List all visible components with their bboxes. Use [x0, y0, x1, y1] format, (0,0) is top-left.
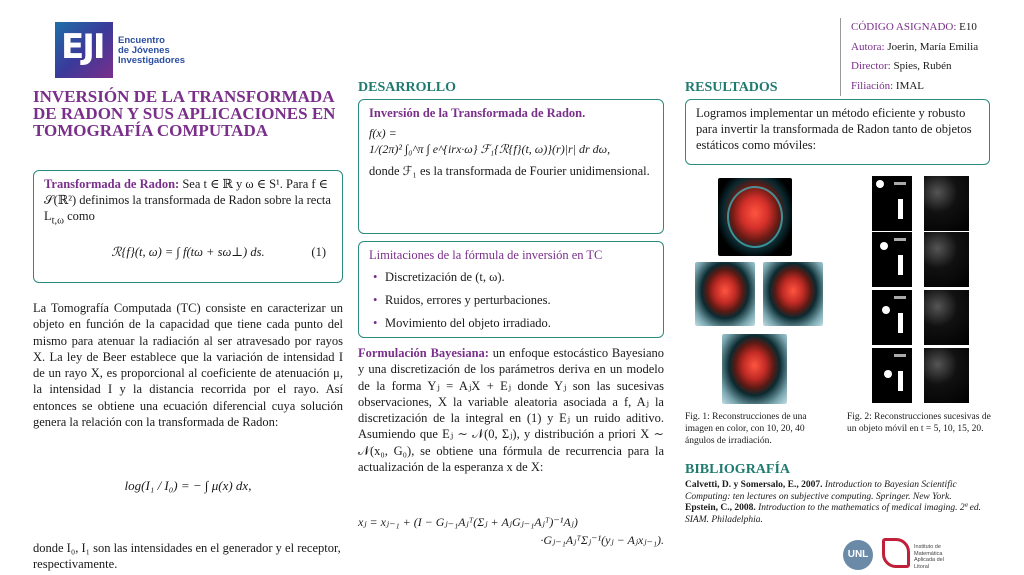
autora-line: Autora: Joerin, María Emilia — [851, 40, 979, 53]
filiacion-line: Filiación: IMAL — [851, 79, 925, 92]
references-list — [685, 480, 990, 526]
moving-object-image — [872, 232, 912, 287]
radon-equation: ℛ{f}(t, ω) = ∫ f(tω + sω⊥) ds. (1) — [111, 244, 326, 259]
moving-object-reconstruction — [924, 176, 969, 231]
inversion-heading: Inversión de la Transformada de Radon. — [369, 106, 586, 120]
eji-logo — [55, 20, 185, 80]
reference-item: Calvetti, D. y Somersalo, E., 2007. Introduction to Bayesian Scientific Computing: ten lectures on subjective computing. Springer. New York. — [685, 480, 957, 502]
figure-1-caption: Fig. 1: Reconstrucciones de una imagen en color, con 10, 20, 40 ángulos de irradiación. — [685, 412, 807, 446]
radon-definition-text: Transformada de Radon: Sea t ∈ ℝ y ω ∈ S¹. Para f ∈ 𝒮(ℝ²) definimos la transformada de Radon sobre la recta $L_{t,\omega}$ como — [44, 177, 331, 227]
list-item: • Movimiento del objeto irradiado. — [369, 315, 653, 331]
eji-logo-mark: EJI — [55, 22, 113, 78]
moving-object-reconstruction — [924, 232, 969, 287]
eji-logo-text: Encuentro de Jóvenes Investigadores — [118, 35, 186, 66]
inversion-note: donde ℱ₁ es la transformada de Fourier unidimensional. — [369, 164, 650, 178]
imal-logo: Instituto de Matemática Aplicada del Litoral — [882, 536, 952, 570]
poster-title: INVERSIÓN DE LA TRANSFORMADA DE RADON Y SUS APLICACIONES EN TOMOGRAFÍA COMPUTADA — [33, 87, 336, 140]
radon-definition-box — [33, 170, 343, 283]
inversion-formula: f(x) = 1/(2π)² ∫₀^π ∫ e^{irx·ω} ℱ₁{ℛ{f}(t, ω)}(r)|r| dr dω, — [369, 126, 611, 156]
moving-object-reconstruction — [924, 290, 969, 345]
moving-object-image — [872, 290, 912, 345]
list-item: • Ruidos, errores y perturbaciones. — [369, 292, 653, 308]
brain-reconstruction-image — [722, 334, 787, 404]
bayesian-recurrence-equation: xⱼ = xⱼ₋₁ + (I − Gⱼ₋₁Aⱼᵀ(Σⱼ + AⱼGⱼ₋₁Aⱼᵀ)⁻¹Aⱼ) ·Gⱼ₋₁AⱼᵀΣⱼ⁻¹(yⱼ − Aⱼxⱼ₋₁). — [358, 515, 664, 547]
tc-description-paragraph: La Tomografía Computada (TC) consiste en caracterizar un objeto en función de la capacidad que tiene cada punto del mismo para atenuar la radiación al ser atravesado por rayos X. La ley de Beer establece que la variación de intensidad I de un rayo X, es proporcional al coeficiente de atenuación μ, la intensidad I y la distancia recorrida por el rayo. Así entonces se obtiene una ecuación diferencial cuya solución genera la relación con la transformada de Radon: — [33, 301, 343, 430]
bayesian-paragraph: Formulación Bayesiana: un enfoque estocástico Bayesiano y una discretización de los parámetros deriva en un modelo de la forma Yⱼ = AⱼX + Eⱼ donde Yⱼ son las sucesivas observaciones, X la variable aleatoria asociada a f, Aⱼ la discretización de la integral en (1) y Eⱼ un ruido aditivo. Asumiendo que Eⱼ ∼ 𝒩(0, Σⱼ), y distribución a priori X ∼ 𝒩(x₀, G₀), se obtiene una fórmula de recurrencia para la actualización de la esperanza x de X: — [358, 346, 664, 475]
beer-law-equation: log(I₁ / I₀) = − ∫ μ(x) dx, — [124, 478, 252, 493]
limitaciones-list — [369, 269, 653, 331]
moving-object-image — [872, 348, 912, 403]
intensities-note: donde I₀, I₁ son las intensidades en el generador y el receptor, respectivamente. — [33, 541, 341, 571]
moving-object-reconstruction — [924, 348, 969, 403]
inversion-box — [358, 99, 664, 234]
resultados-box: Logramos implementar un método eficiente y robusto para invertir la transformada de Radon tanto de objetos estáticos como móviles: — [685, 99, 990, 165]
bibliografia-header: BIBLIOGRAFÍA — [685, 462, 791, 477]
unl-logo: UNL — [843, 540, 873, 570]
reference-item: Epstein, C., 2008. Introduction to the mathematics of medical imaging. 2ª ed. SIAM. Philadelphia. — [685, 503, 981, 525]
director-line: Director: Spies, Rubén — [851, 60, 952, 72]
desarrollo-header: DESARROLLO — [358, 80, 457, 95]
list-item: • Discretización de (t, ω). — [369, 269, 653, 285]
resultados-header: RESULTADOS — [685, 80, 778, 95]
codigo-line: CÓDIGO ASIGNADO: E10 — [851, 21, 977, 33]
moving-object-image — [872, 176, 912, 231]
limitaciones-box — [358, 241, 664, 338]
author-info — [840, 18, 978, 96]
figure-2-caption: Fig. 2: Reconstrucciones sucesivas de un objeto móvil en t = 5, 10, 15, 20. — [847, 412, 991, 434]
brain-reconstruction-image — [763, 262, 823, 326]
brain-reconstruction-image — [718, 178, 792, 256]
brain-reconstruction-image — [695, 262, 755, 326]
limitaciones-heading: Limitaciones de la fórmula de inversión en TC — [369, 248, 603, 262]
